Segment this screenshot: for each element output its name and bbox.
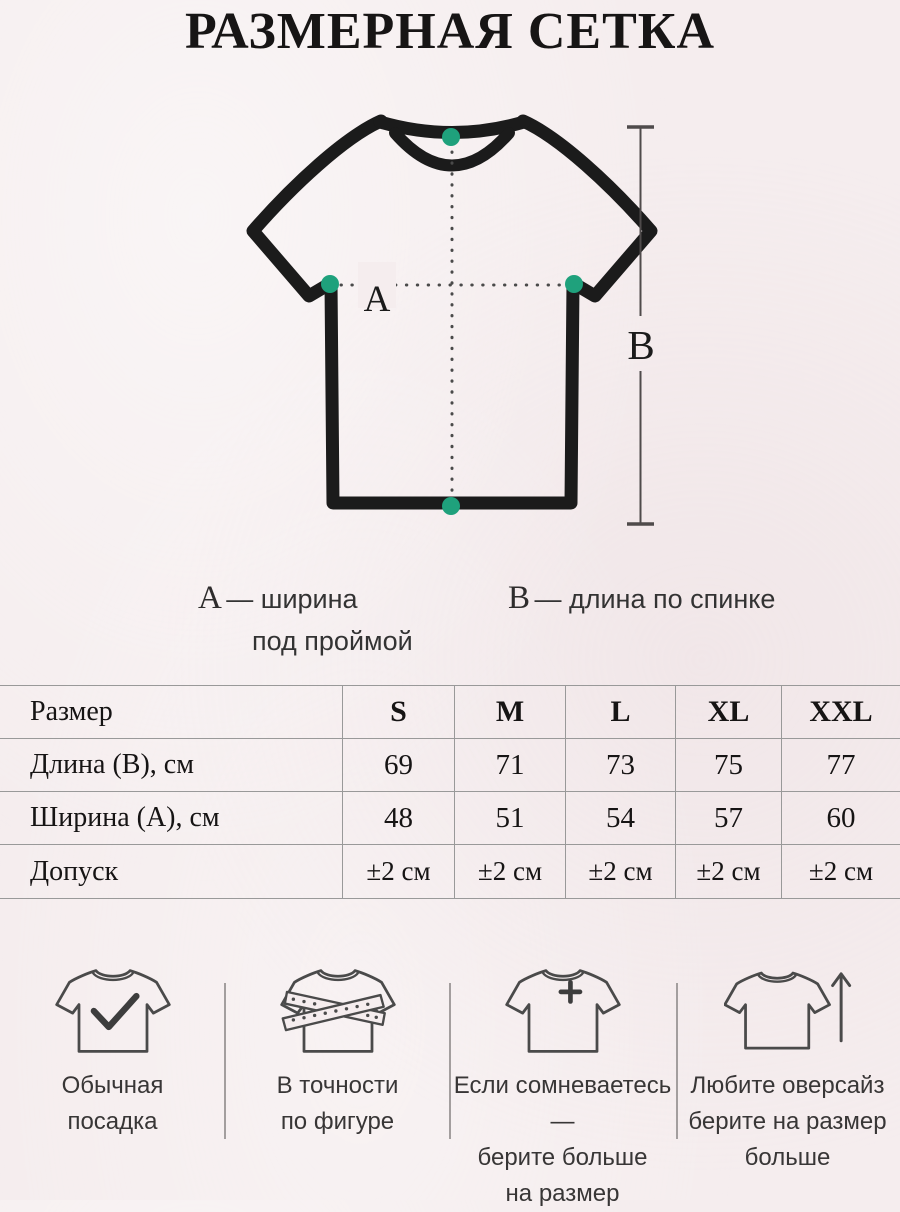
length-l: 73 xyxy=(565,739,675,792)
marker-neck-point xyxy=(442,128,460,146)
size-col-s: S xyxy=(342,686,454,739)
label-a: A xyxy=(363,279,391,320)
row-width-label: Ширина (A), см xyxy=(0,792,342,845)
fit-caption: Обычная посадка xyxy=(61,1072,164,1135)
length-xxl: 77 xyxy=(781,739,900,792)
tshirt-measurement-diagram xyxy=(0,0,900,580)
fit-item-doubt xyxy=(450,950,675,1212)
marker-left-armpit-point xyxy=(321,275,339,293)
size-col-l: L xyxy=(565,686,675,739)
row-tolerance-label: Допуск xyxy=(30,855,119,887)
width-xxl: 60 xyxy=(781,792,900,845)
legend-a-letter: A xyxy=(198,580,222,616)
tolerance-xxl: ±2 см xyxy=(781,845,900,898)
tshirt-measuring-tape-icon xyxy=(274,960,402,1062)
fit-guide-divider xyxy=(224,983,226,1139)
legend-a-text: — ширина xyxy=(226,584,358,614)
size-col-xl: XL xyxy=(675,686,781,739)
marker-right-armpit-point xyxy=(565,275,583,293)
size-table xyxy=(0,685,900,899)
tolerance-xl: ±2 см xyxy=(675,845,781,898)
width-s: 48 xyxy=(342,792,454,845)
size-table-header-label: Размер xyxy=(0,686,342,739)
legend-b xyxy=(508,580,775,617)
legend-a xyxy=(198,580,358,617)
marker-hem-point xyxy=(442,497,460,515)
fit-caption: Любите оверсайз берите на размер больше xyxy=(688,1072,887,1171)
row-length-label: Длина (B), см xyxy=(0,739,342,792)
legend-b-letter: B xyxy=(508,580,531,616)
width-xl: 57 xyxy=(675,792,781,845)
label-b: B xyxy=(627,322,655,368)
tolerance-s: ±2 см xyxy=(342,845,454,898)
tolerance-m: ±2 см xyxy=(454,845,565,898)
width-m: 51 xyxy=(454,792,565,845)
length-m: 71 xyxy=(454,739,565,792)
length-s: 69 xyxy=(342,739,454,792)
tolerance-l: ±2 см xyxy=(565,845,675,898)
length-xl: 75 xyxy=(675,739,781,792)
legend-a-line2: под проймой xyxy=(252,626,413,656)
fit-item-exact xyxy=(225,950,450,1212)
tshirt-plus-icon xyxy=(499,960,627,1062)
size-col-xxl: XXL xyxy=(781,686,900,739)
width-l: 54 xyxy=(565,792,675,845)
page-title: РАЗМЕРНАЯ СЕТКА xyxy=(184,3,716,60)
fit-guide-divider xyxy=(449,983,451,1139)
size-col-m: M xyxy=(454,686,565,739)
fit-caption: В точности по фигуре xyxy=(276,1072,399,1135)
fit-caption: Если сомневаетесь — берите больше на размер xyxy=(453,1072,672,1207)
fit-guide-divider xyxy=(676,983,678,1139)
fit-item-regular xyxy=(0,950,225,1212)
tshirt-arrow-up-icon xyxy=(724,960,852,1062)
tshirt-check-icon xyxy=(49,960,177,1062)
fit-item-oversize xyxy=(675,950,900,1212)
legend-b-text: — длина по спинке xyxy=(534,584,776,614)
